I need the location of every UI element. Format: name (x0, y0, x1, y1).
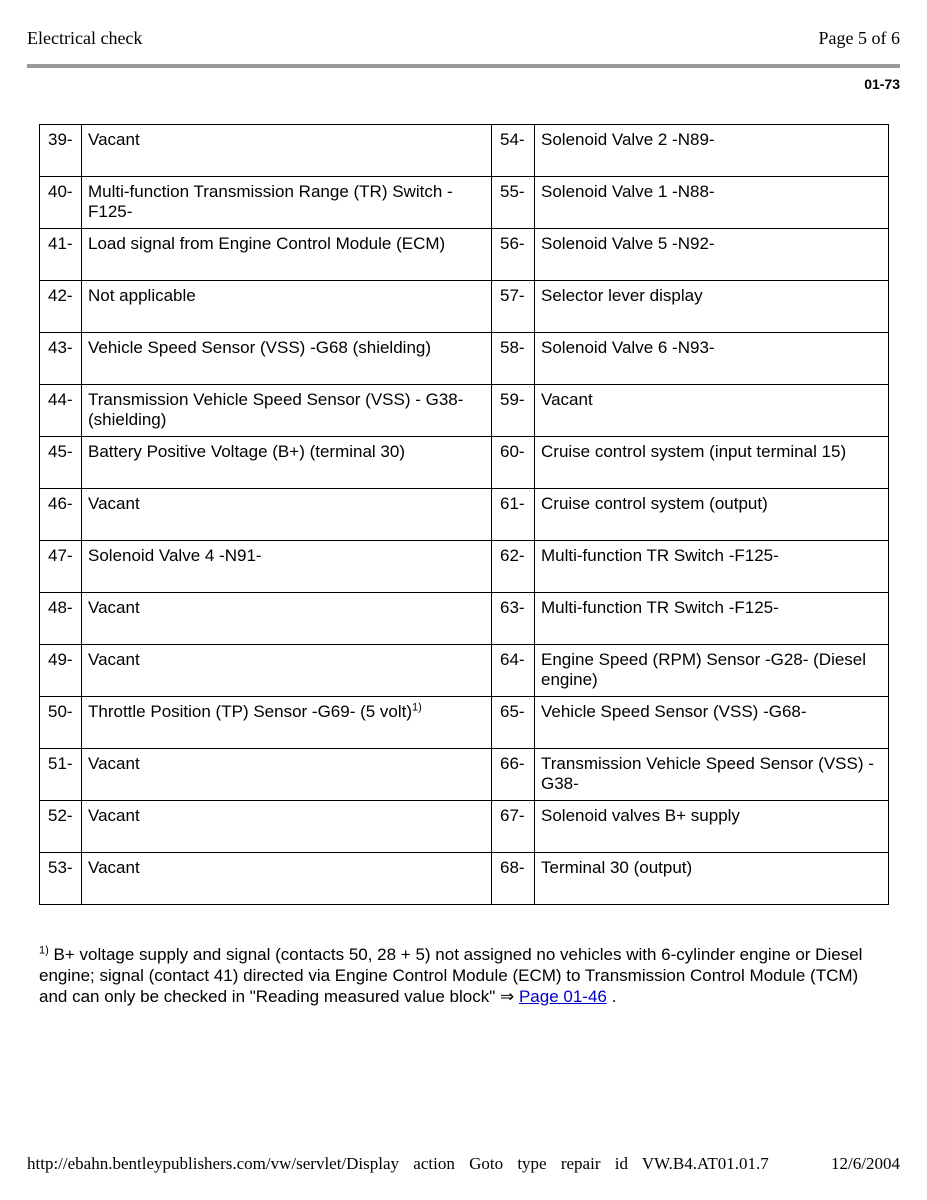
pin-description-left-text: Multi-function Transmission Range (TR) Switch - F125- (88, 182, 453, 221)
pin-number-left (40, 281, 82, 333)
pin-number-right-text: 54- (500, 130, 525, 149)
pin-number-right-text: 68- (500, 858, 525, 877)
pin-description-right (535, 229, 889, 281)
pin-number-left (40, 125, 82, 177)
pin-description-left (82, 489, 492, 541)
pin-number-left (40, 853, 82, 905)
pin-description-right-text: Vacant (541, 390, 593, 409)
pin-number-right (492, 697, 535, 749)
pin-number-right (492, 801, 535, 853)
pin-description-right-text: Cruise control system (input terminal 15) (541, 442, 847, 461)
pin-description-right-text: Multi-function TR Switch -F125- (541, 598, 779, 617)
pin-number-left (40, 697, 82, 749)
pin-description-right-text: Vehicle Speed Sensor (VSS) -G68- (541, 702, 807, 721)
pin-description-right (535, 333, 889, 385)
pin-number-right-text: 67- (500, 806, 525, 825)
page-01-46-link[interactable]: Page 01-46 (518, 987, 607, 1006)
pin-description-left (82, 801, 492, 853)
table-row (40, 177, 889, 229)
footnote-marker: 1) (39, 944, 49, 957)
document-title: Electrical check (27, 28, 143, 48)
table-row (40, 541, 889, 593)
pin-number-left (40, 385, 82, 437)
pin-description-right (535, 853, 889, 905)
pin-number-right (492, 125, 535, 177)
pin-description-left (82, 229, 492, 281)
pin-number-left-text: 46- (48, 494, 73, 513)
pin-description-left (82, 541, 492, 593)
pin-description-right (535, 385, 889, 437)
pin-description-left-text: Vacant (88, 130, 140, 149)
pin-number-right (492, 281, 535, 333)
pin-description-left-text: Solenoid Valve 4 -N91- (88, 546, 262, 565)
pin-number-right-text: 65- (500, 702, 525, 721)
pin-number-right (492, 489, 535, 541)
pin-description-left (82, 177, 492, 229)
pin-number-left-text: 39- (48, 130, 73, 149)
footnote-end: . (606, 987, 617, 1006)
pin-description-right-text: Solenoid valves B+ supply (541, 806, 740, 825)
pin-description-right (535, 437, 889, 489)
pin-number-left (40, 489, 82, 541)
pin-number-left (40, 801, 82, 853)
pin-number-right (492, 333, 535, 385)
pin-number-left-text: 42- (48, 286, 73, 305)
pin-number-right-text: 58- (500, 338, 525, 357)
table-row (40, 385, 889, 437)
pin-description-right (535, 125, 889, 177)
footnote-reference: 1) (412, 701, 422, 714)
pin-description-right-text: Selector lever display (541, 286, 703, 305)
pin-number-right (492, 177, 535, 229)
pin-description-left (82, 853, 492, 905)
pin-description-left (82, 437, 492, 489)
print-date: 12/6/2004 (831, 1154, 900, 1173)
pin-description-right (535, 593, 889, 645)
pin-number-left (40, 177, 82, 229)
pin-number-left-text: 48- (48, 598, 73, 617)
pin-table-body (40, 125, 889, 905)
pin-number-left (40, 749, 82, 801)
pin-number-right (492, 385, 535, 437)
pin-number-right (492, 853, 535, 905)
pin-description-left-text: Vacant (88, 598, 140, 617)
pin-description-left (82, 645, 492, 697)
pin-number-right (492, 749, 535, 801)
table-row (40, 749, 889, 801)
pin-number-left-text: 40- (48, 182, 73, 201)
table-row (40, 333, 889, 385)
pin-description-left-text: Vacant (88, 650, 140, 669)
pin-number-left (40, 333, 82, 385)
pin-description-right (535, 697, 889, 749)
pin-description-right (535, 749, 889, 801)
table-row (40, 125, 889, 177)
pin-number-right-text: 56- (500, 234, 525, 253)
pin-description-left-text: Load signal from Engine Control Module (ECM) (88, 234, 446, 253)
pin-description-right-text: Multi-function TR Switch -F125- (541, 546, 779, 565)
pin-number-right-text: 63- (500, 598, 525, 617)
footnote-text: B+ voltage supply and signal (contacts 50, 28 + 5) not assigned no vehicles with 6-cylinder engine or Diesel engine; signal (contact 41) directed via Engine Control Module (ECM) to Transmission Control Module (TCM) and can only be checked in "Reading measured value block" (39, 945, 863, 1006)
pin-number-right (492, 593, 535, 645)
pin-number-left-text: 51- (48, 754, 73, 773)
pin-description-right-text: Terminal 30 (output) (541, 858, 693, 877)
pin-number-right (492, 541, 535, 593)
pin-description-right-text: Engine Speed (RPM) Sensor -G28- (Diesel engine) (541, 650, 867, 689)
pin-number-left-text: 43- (48, 338, 73, 357)
pin-description-left-text: Vacant (88, 494, 140, 513)
pin-description-right-text: Cruise control system (output) (541, 494, 768, 513)
pin-number-left-text: 47- (48, 546, 73, 565)
pin-number-left (40, 645, 82, 697)
pin-description-left-text: Vehicle Speed Sensor (VSS) -G68 (shielding) (88, 338, 432, 357)
pin-description-left (82, 125, 492, 177)
source-url: http://ebahn.bentleypublishers.com/vw/servlet/Display action Goto type repair id VW.B4.AT01.01.7 (27, 1154, 769, 1173)
pin-description-right-text: Solenoid Valve 5 -N92- (541, 234, 715, 253)
pin-number-right-text: 61- (500, 494, 525, 513)
pin-number-left (40, 437, 82, 489)
pin-number-right (492, 229, 535, 281)
table-row (40, 645, 889, 697)
pin-number-left-text: 53- (48, 858, 73, 877)
pin-number-right-text: 64- (500, 650, 525, 669)
pin-description-left (82, 749, 492, 801)
footnote (39, 944, 889, 1007)
pin-description-left-text: Vacant (88, 858, 140, 877)
pin-description-left-text: Battery Positive Voltage (B+) (terminal 30) (88, 442, 405, 461)
pin-number-right-text: 62- (500, 546, 525, 565)
table-row (40, 489, 889, 541)
header-divider (27, 64, 900, 68)
pin-number-right (492, 437, 535, 489)
pin-number-left (40, 541, 82, 593)
pin-description-left (82, 333, 492, 385)
table-row (40, 697, 889, 749)
pin-assignment-table (39, 124, 889, 905)
section-code: 01-73 (864, 76, 900, 92)
pin-number-left-text: 44- (48, 390, 73, 409)
table-row (40, 281, 889, 333)
pin-description-right-text: Solenoid Valve 1 -N88- (541, 182, 715, 201)
pin-number-right-text: 59- (500, 390, 525, 409)
pin-number-left (40, 593, 82, 645)
pin-number-left-text: 50- (48, 702, 73, 721)
pin-number-right-text: 66- (500, 754, 525, 773)
pin-description-right-text: Solenoid Valve 2 -N89- (541, 130, 715, 149)
page-indicator: Page 5 of 6 (818, 28, 900, 48)
pin-description-left-text: Throttle Position (TP) Sensor -G69- (5 volt) (88, 702, 413, 721)
pin-number-left (40, 229, 82, 281)
pin-number-left-text: 49- (48, 650, 73, 669)
table-row (40, 229, 889, 281)
pin-description-right (535, 645, 889, 697)
table-row (40, 437, 889, 489)
table-row (40, 593, 889, 645)
pin-description-left (82, 281, 492, 333)
pin-number-left-text: 45- (48, 442, 73, 461)
pin-number-left-text: 41- (48, 234, 73, 253)
pin-description-right (535, 489, 889, 541)
pin-number-left-text: 52- (48, 806, 73, 825)
pin-description-left (82, 593, 492, 645)
pin-description-right-text: Solenoid Valve 6 -N93- (541, 338, 715, 357)
pin-description-right (535, 801, 889, 853)
pin-description-right (535, 281, 889, 333)
pin-description-left (82, 385, 492, 437)
pin-number-right (492, 645, 535, 697)
table-row (40, 801, 889, 853)
pin-description-left-text: Vacant (88, 754, 140, 773)
table-row (40, 853, 889, 905)
pin-number-right-text: 60- (500, 442, 525, 461)
pin-description-left-text: Transmission Vehicle Speed Sensor (VSS) - G38- (shielding) (88, 390, 464, 429)
pin-description-right-text: Transmission Vehicle Speed Sensor (VSS) -G38- (541, 754, 874, 793)
pin-number-right-text: 55- (500, 182, 525, 201)
pin-description-left-text: Not applicable (88, 286, 196, 305)
pin-description-left (82, 697, 492, 749)
pin-description-left-text: Vacant (88, 806, 140, 825)
arrow-icon: ⇒ (499, 987, 515, 1006)
pin-description-right (535, 541, 889, 593)
pin-description-right (535, 177, 889, 229)
pin-number-right-text: 57- (500, 286, 525, 305)
